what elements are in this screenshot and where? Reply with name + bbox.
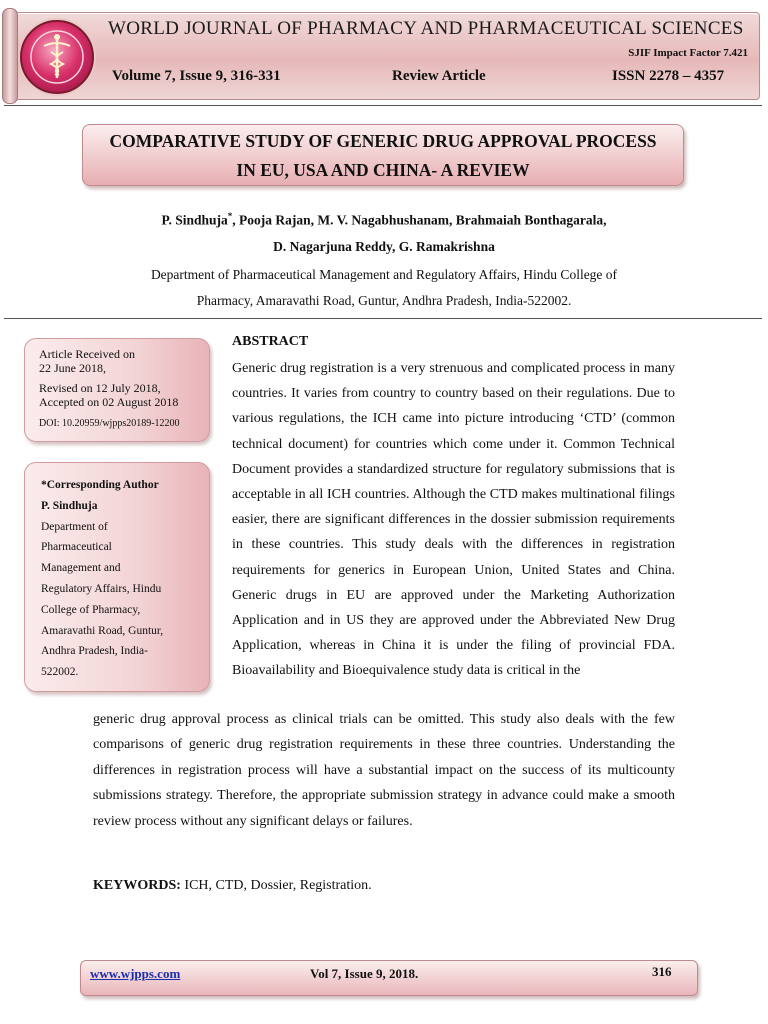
abstract-text-part-1: Generic drug registration is a very strenuous and complicated process in many countries. It varies from country to country based on their regulations. Due to various regulations, the ICH came into picture introducing ‘CTD’ (common technical document) for countries which come under it. Common Technical Document provides a standardized structure for regulatory submissions that is acceptable in all ICH countries. Although the CTD makes multinational filings easier, there are significant differences in the dossier submission requirements in these countries. This study deals with the differences in registration requirements for generics in European Union, United States and China. Generic drugs in EU are approved under the Marketing Authorization Application and in US they are approved under the Abbreviated New Drug Application, whereas in China it is under the filing of provincial FDA. Bioavailability and Bioequivalence study data is critical in the xyxy=(232,361,675,679)
author-list-line-2: D. Nagarjuna Reddy, G. Ramakrishna xyxy=(273,238,495,254)
abstract-text-part-2: generic drug approval process as clinical trials can be omitted. This study also deals with the few comparisons of generic drug registration requirements in these three countries. Understanding the differences in registration process will have a substantial impact on the success of its multicounty submissions strategy. Therefore, the appropriate submission strategy in advance could make a smooth review process without any significant delays or failures. xyxy=(93,712,675,829)
header-divider xyxy=(4,105,762,106)
keywords xyxy=(93,878,372,894)
affiliation-line-1: Department of Pharmaceutical Management and Regulatory Affairs, Hindu College of xyxy=(150,267,618,282)
paper-title-line-1: COMPARATIVE STUDY OF GENERIC DRUG APPROVAL PROCESS xyxy=(109,131,657,151)
page-number: 316 xyxy=(652,964,672,979)
corresponding-address-line: Regulatory Affairs, Hindu xyxy=(41,582,162,595)
banner-scroll-roll xyxy=(2,8,18,104)
article-history-box xyxy=(24,338,210,442)
corresponding-address-line: Amaravathi Road, Guntur, xyxy=(41,624,164,637)
paper-title xyxy=(82,124,684,186)
corresponding-address-line: 522002. xyxy=(41,666,79,679)
received-date: 22 June 2018, xyxy=(39,361,106,375)
keywords-value: ICH, CTD, Dossier, Registration. xyxy=(180,878,372,893)
corresponding-address-line: Pharmaceutical xyxy=(41,541,112,554)
corresponding-address-line: Management and xyxy=(41,562,121,575)
corresponding-address-line: College of Pharmacy, xyxy=(41,603,141,616)
abstract-heading: ABSTRACT xyxy=(232,334,309,349)
issn: ISSN 2278 – 4357 xyxy=(612,68,725,84)
corresponding-label: *Corresponding Author xyxy=(41,479,159,491)
author-corresponding: P. Sindhuja xyxy=(161,212,228,228)
corresponding-mark: * xyxy=(227,211,233,221)
caduceus-icon xyxy=(20,20,94,94)
corresponding-name: P. Sindhuja xyxy=(41,499,98,512)
received-label: Article Received on xyxy=(39,347,135,361)
corresponding-address-line: Department of xyxy=(41,520,108,533)
volume-info: Volume 7, Issue 9, 316-331 xyxy=(112,68,281,84)
affiliation-line-2: Pharmacy, Amaravathi Road, Guntur, Andhra Pradesh, India-522002. xyxy=(196,293,572,308)
affiliation-divider xyxy=(4,318,762,319)
author-list xyxy=(40,203,728,260)
corresponding-address-line: Andhra Pradesh, India- xyxy=(41,645,148,658)
corresponding-author-box xyxy=(24,462,210,692)
impact-factor: SJIF Impact Factor 7.421 xyxy=(628,47,748,59)
author-list-line-1: , Pooja Rajan, M. V. Nagabhushanam, Brahmaiah Bonthagarala, xyxy=(232,212,607,228)
keywords-label: KEYWORDS: xyxy=(93,878,181,893)
article-type: Review Article xyxy=(392,68,486,84)
paper-title-line-2: IN EU, USA AND CHINA- A REVIEW xyxy=(236,160,530,180)
journal-url-link[interactable]: www.wjpps.com xyxy=(90,966,181,981)
affiliation xyxy=(40,262,728,314)
revised-date: Revised on 12 July 2018, xyxy=(39,381,161,395)
accepted-date: Accepted on 02 August 2018 xyxy=(39,395,179,409)
journal-title: WORLD JOURNAL OF PHARMACY AND PHARMACEUTICAL SCIENCES xyxy=(108,18,744,39)
doi[interactable]: DOI: 10.20959/wjpps20189-12200 xyxy=(39,418,180,429)
footer-volume: Vol 7, Issue 9, 2018. xyxy=(310,966,419,981)
